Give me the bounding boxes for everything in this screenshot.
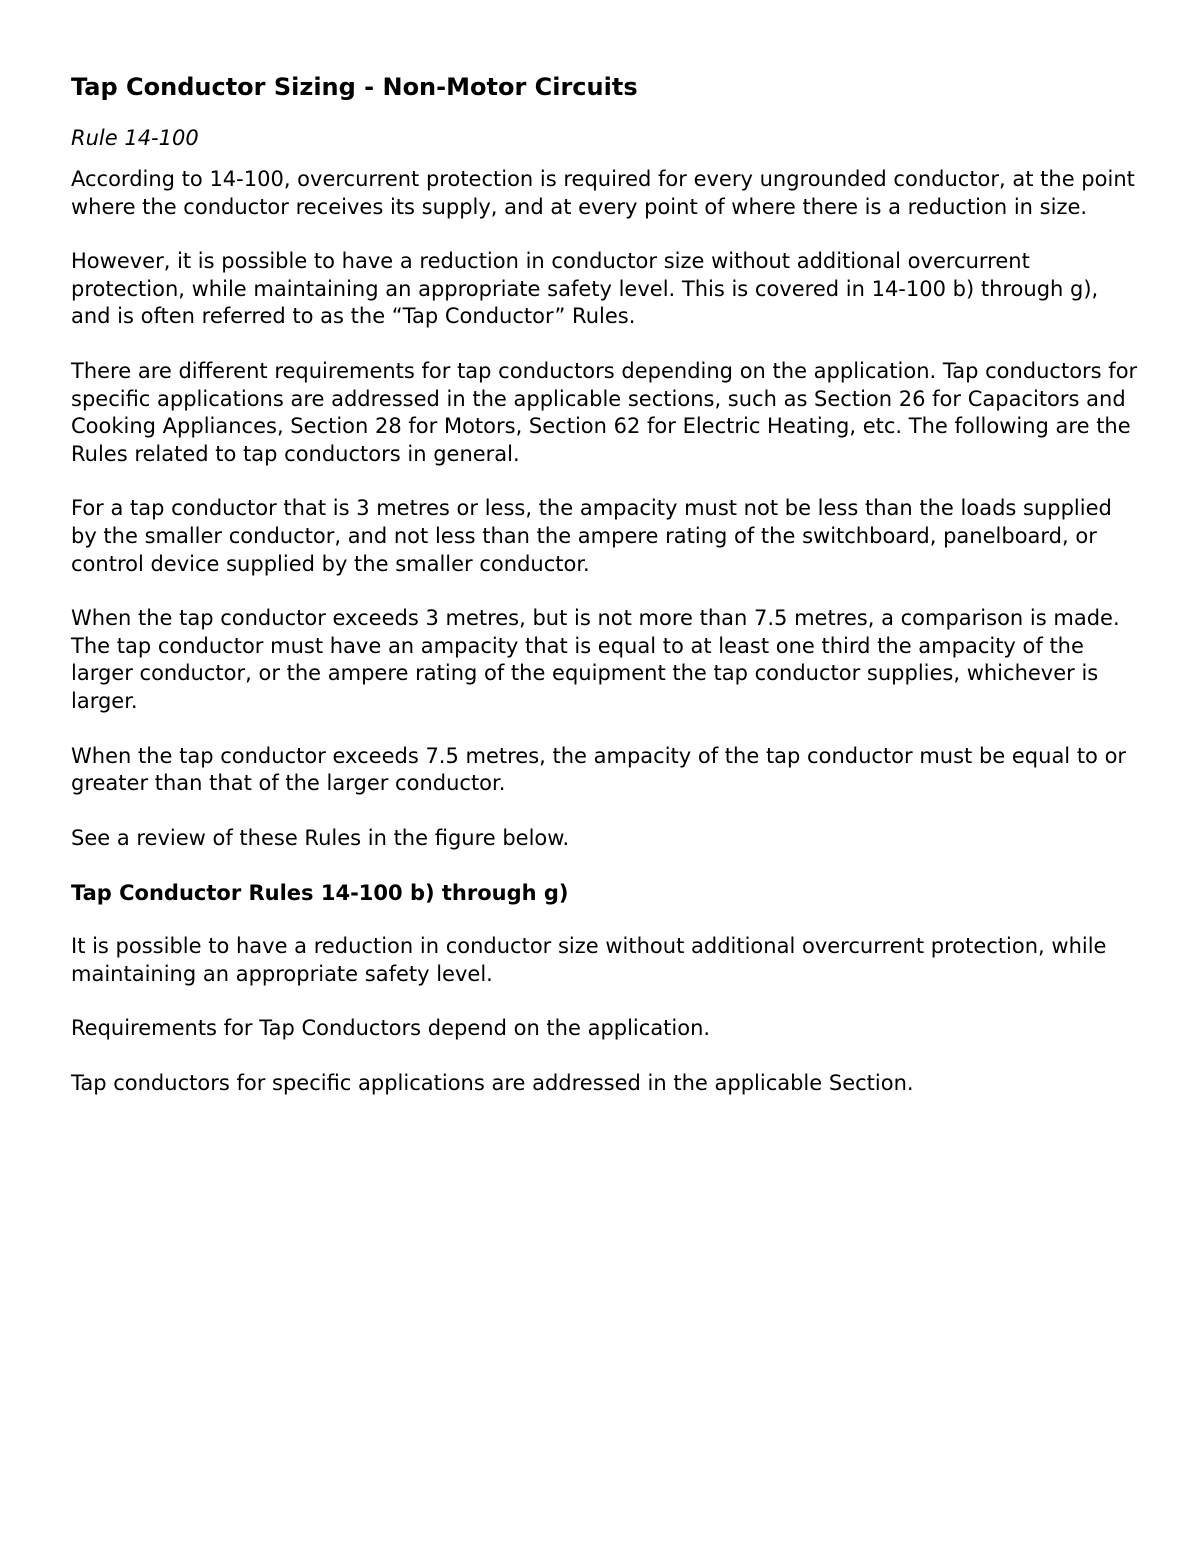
document-page [71,70,1141,1125]
rule-reference: Rule 14-100 [71,126,199,150]
paragraph-three-metres-or-less: For a tap conductor that is 3 metres or less, the ampacity must not be less than the loads supplied by the smaller conductor, and not less than the ampere rating of the switchboard, panelboard, or control device supplied by the smaller conductor. [71,496,1112,576]
paragraph-see-figure: See a review of these Rules in the figure below. [71,825,570,850]
page-title: Tap Conductor Sizing - Non-Motor Circuits [71,73,638,101]
section-paragraph-requirements: Requirements for Tap Conductors depend on the application. [71,1016,711,1041]
paragraph-tap-conductor-rules: However, it is possible to have a reduction in conductor size without additional overcurrent protection, while maintaining an appropriate safety level. This is covered in 14-100 b) through g), and is often referred to as the “Tap Conductor” Rules. [71,249,1099,329]
section-paragraph-reduction: It is possible to have a reduction in conductor size without additional overcurrent protection, while maintaining an appropriate safety level. [71,934,1107,986]
paragraph-overcurrent-requirement: According to 14-100, overcurrent protection is required for every ungrounded conductor, at the point where the conductor receives its supply, and at every point of where there is a reduction in size. [71,167,1135,219]
paragraph-three-to-seven-point-five-metres: When the tap conductor exceeds 3 metres, but is not more than 7.5 metres, a comparison is made. The tap conductor must have an ampacity that is equal to at least one third the ampacity of the larger conductor, or the ampere rating of the equipment the tap conductor supplies, whichever is larger. [71,606,1120,713]
section-paragraph-specific-applications: Tap conductors for specific applications are addressed in the applicable Section. [71,1071,914,1096]
paragraph-over-seven-point-five-metres: When the tap conductor exceeds 7.5 metres, the ampacity of the tap conductor must be equal to or greater than that of the larger conductor. [71,743,1127,796]
section-heading: Tap Conductor Rules 14-100 b) through g) [71,881,569,906]
paragraph-application-requirements: There are different requirements for tap conductors depending on the application. Tap conductors for specific applications are addressed in the applicable sections, such as Section 26 for Capacitors and Cooking Appliances, Section 28 for Motors, Section 62 for Electric Heating, etc. The following are the Rules related to tap conductors in general. [71,358,1138,466]
